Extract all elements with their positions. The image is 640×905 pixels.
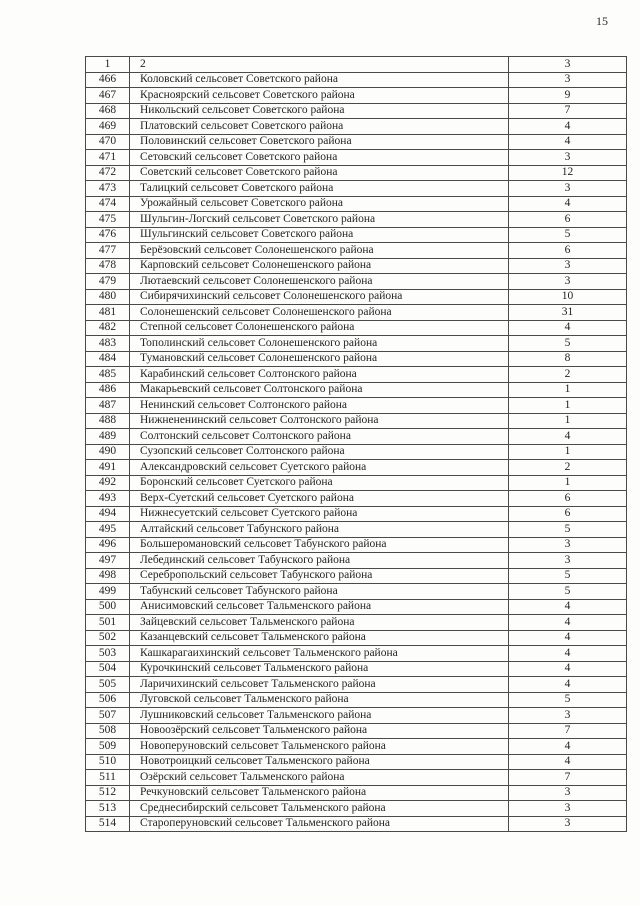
table-row [86,646,627,662]
settlement-name-cell: Нижнесуетский сельсовет Суетского района [130,506,509,522]
settlement-name-cell: Курочкинский сельсовет Тальменского района [130,661,509,677]
settlement-name-cell: Половинский сельсовет Советского района [130,134,509,150]
count-cell: 3 [509,537,627,553]
table-row [86,413,627,429]
row-number-cell: 495 [86,522,130,538]
settlement-name-cell: Табунский сельсовет Табунского района [130,584,509,600]
count-cell: 3 [509,181,627,197]
settlement-name-cell: Боронский сельсовет Суетского района [130,475,509,491]
table-row [86,491,627,507]
header-cell-col2: 2 [130,57,509,73]
table-row [86,88,627,104]
table-row [86,398,627,414]
table-row [86,305,627,321]
row-number-cell: 481 [86,305,130,321]
count-cell: 5 [509,336,627,352]
row-number-cell: 512 [86,785,130,801]
table-row [86,506,627,522]
settlement-name-cell: Степной сельсовет Солонешенского района [130,320,509,336]
settlement-name-cell: Серебропольский сельсовет Табунского района [130,568,509,584]
settlement-name-cell: Речкуновский сельсовет Тальменского района [130,785,509,801]
settlement-name-cell: Сетовский сельсовет Советского района [130,150,509,166]
count-cell: 4 [509,661,627,677]
table-row [86,258,627,274]
table-row [86,196,627,212]
settlement-name-cell: Красноярский сельсовет Советского района [130,88,509,104]
row-number-cell: 492 [86,475,130,491]
row-number-cell: 488 [86,413,130,429]
row-number-cell: 478 [86,258,130,274]
row-number-cell: 504 [86,661,130,677]
settlement-name-cell: Кашкарагаихинский сельсовет Тальменского района [130,646,509,662]
table-row [86,150,627,166]
table-row [86,320,627,336]
count-cell: 10 [509,289,627,305]
row-number-cell: 507 [86,708,130,724]
row-number-cell: 509 [86,739,130,755]
count-cell: 4 [509,754,627,770]
count-cell: 4 [509,119,627,135]
table-row [86,103,627,119]
row-number-cell: 493 [86,491,130,507]
settlement-name-cell: Луговской сельсовет Тальменского района [130,692,509,708]
settlement-name-cell: Солтонский сельсовет Солтонского района [130,429,509,445]
row-number-cell: 486 [86,382,130,398]
table-row [86,568,627,584]
count-cell: 3 [509,72,627,88]
row-number-cell: 472 [86,165,130,181]
row-number-cell: 511 [86,770,130,786]
table-row [86,522,627,538]
count-cell: 4 [509,630,627,646]
count-cell: 5 [509,584,627,600]
count-cell: 4 [509,615,627,631]
settlement-name-cell: Новотроицкий сельсовет Тальменского района [130,754,509,770]
row-number-cell: 485 [86,367,130,383]
row-number-cell: 502 [86,630,130,646]
table-row [86,677,627,693]
settlement-name-cell: Верх-Суетский сельсовет Суетского района [130,491,509,507]
count-cell: 12 [509,165,627,181]
count-cell: 4 [509,646,627,662]
count-cell: 7 [509,103,627,119]
row-number-cell: 473 [86,181,130,197]
count-cell: 3 [509,801,627,817]
table-row [86,708,627,724]
settlement-name-cell: Ларичихинский сельсовет Тальменского района [130,677,509,693]
table-row [86,723,627,739]
settlement-name-cell: Коловский сельсовет Советского района [130,72,509,88]
count-cell: 31 [509,305,627,321]
count-cell: 4 [509,739,627,755]
settlement-name-cell: Талицкий сельсовет Советского района [130,181,509,197]
table-row [86,475,627,491]
row-number-cell: 469 [86,119,130,135]
settlement-name-cell: Урожайный сельсовет Советского района [130,196,509,212]
table-row [86,351,627,367]
table-row [86,692,627,708]
table-row [86,615,627,631]
settlement-name-cell: Сибирячихинский сельсовет Солонешенского района [130,289,509,305]
table-row [86,367,627,383]
row-number-cell: 466 [86,72,130,88]
count-cell: 4 [509,429,627,445]
row-number-cell: 468 [86,103,130,119]
row-number-cell: 480 [86,289,130,305]
table-row [86,816,627,832]
settlement-name-cell: Никольский сельсовет Советского района [130,103,509,119]
row-number-cell: 490 [86,444,130,460]
row-number-cell: 496 [86,537,130,553]
count-cell: 6 [509,243,627,259]
count-cell: 1 [509,444,627,460]
settlement-name-cell: Сузопский сельсовет Солтонского района [130,444,509,460]
settlement-name-cell: Зайцевский сельсовет Тальменского района [130,615,509,631]
count-cell: 5 [509,692,627,708]
count-cell: 4 [509,196,627,212]
table-row [86,584,627,600]
table-row [86,739,627,755]
row-number-cell: 497 [86,553,130,569]
row-number-cell: 513 [86,801,130,817]
row-number-cell: 467 [86,88,130,104]
row-number-cell: 479 [86,274,130,290]
settlement-name-cell: Лушниковский сельсовет Тальменского района [130,708,509,724]
table-row [86,382,627,398]
row-number-cell: 508 [86,723,130,739]
settlement-name-cell: Карабинский сельсовет Солтонского района [130,367,509,383]
count-cell: 1 [509,475,627,491]
count-cell: 3 [509,258,627,274]
count-cell: 6 [509,212,627,228]
table-row [86,460,627,476]
count-cell: 5 [509,522,627,538]
table-row [86,289,627,305]
settlement-name-cell: Ненинский сельсовет Солтонского района [130,398,509,414]
count-cell: 5 [509,227,627,243]
settlement-name-cell: Советский сельсовет Советского района [130,165,509,181]
row-number-cell: 494 [86,506,130,522]
table-row [86,754,627,770]
row-number-cell: 510 [86,754,130,770]
row-number-cell: 483 [86,336,130,352]
row-number-cell: 475 [86,212,130,228]
table-row [86,212,627,228]
table-row [86,336,627,352]
settlement-name-cell: Алтайский сельсовет Табунского района [130,522,509,538]
table-row [86,537,627,553]
settlement-name-cell: Новоперуновский сельсовет Тальменского района [130,739,509,755]
table-row [86,181,627,197]
count-cell: 4 [509,599,627,615]
table-row [86,72,627,88]
row-number-cell: 498 [86,568,130,584]
header-cell-col3: 3 [509,57,627,73]
count-cell: 8 [509,351,627,367]
table-row [86,785,627,801]
table-row [86,165,627,181]
table-row [86,630,627,646]
count-cell: 3 [509,708,627,724]
table-row [86,134,627,150]
table-header [86,57,627,73]
header-cell-col1: 1 [86,57,130,73]
count-cell: 4 [509,320,627,336]
table-header-row [86,57,627,73]
table-row [86,429,627,445]
table-row [86,119,627,135]
table-row [86,553,627,569]
count-cell: 4 [509,677,627,693]
row-number-cell: 470 [86,134,130,150]
count-cell: 3 [509,553,627,569]
table-row [86,801,627,817]
settlements-table [85,56,627,832]
row-number-cell: 471 [86,150,130,166]
settlement-name-cell: Староперуновский сельсовет Тальменского района [130,816,509,832]
count-cell: 6 [509,491,627,507]
table-row [86,227,627,243]
table-row [86,661,627,677]
table-row [86,770,627,786]
row-number-cell: 500 [86,599,130,615]
count-cell: 3 [509,785,627,801]
row-number-cell: 499 [86,584,130,600]
count-cell: 9 [509,88,627,104]
row-number-cell: 476 [86,227,130,243]
settlement-name-cell: Казанцевский сельсовет Тальменского района [130,630,509,646]
row-number-cell: 482 [86,320,130,336]
settlement-name-cell: Озёрский сельсовет Тальменского района [130,770,509,786]
table-row [86,274,627,290]
row-number-cell: 477 [86,243,130,259]
page-number: 15 [596,14,608,28]
count-cell: 3 [509,150,627,166]
row-number-cell: 505 [86,677,130,693]
count-cell: 1 [509,382,627,398]
settlement-name-cell: Александровский сельсовет Суетского района [130,460,509,476]
table-body [86,72,627,832]
settlement-name-cell: Шульгин-Логский сельсовет Советского района [130,212,509,228]
count-cell: 3 [509,816,627,832]
settlement-name-cell: Новоозёрский сельсовет Тальменского района [130,723,509,739]
settlement-name-cell: Берёзовский сельсовет Солонешенского района [130,243,509,259]
settlement-name-cell: Большеромановский сельсовет Табунского района [130,537,509,553]
settlement-name-cell: Лебединский сельсовет Табунского района [130,553,509,569]
count-cell: 4 [509,134,627,150]
count-cell: 1 [509,413,627,429]
count-cell: 5 [509,568,627,584]
count-cell: 6 [509,506,627,522]
row-number-cell: 503 [86,646,130,662]
row-number-cell: 487 [86,398,130,414]
count-cell: 2 [509,460,627,476]
table-row [86,599,627,615]
settlement-name-cell: Тополинский сельсовет Солонешенского района [130,336,509,352]
settlement-name-cell: Макарьевский сельсовет Солтонского района [130,382,509,398]
row-number-cell: 501 [86,615,130,631]
row-number-cell: 514 [86,816,130,832]
settlement-name-cell: Платовский сельсовет Советского района [130,119,509,135]
settlement-name-cell: Нижнененинский сельсовет Солтонского района [130,413,509,429]
count-cell: 7 [509,723,627,739]
settlement-name-cell: Карповский сельсовет Солонешенского района [130,258,509,274]
settlement-name-cell: Анисимовский сельсовет Тальменского района [130,599,509,615]
settlement-name-cell: Тумановский сельсовет Солонешенского района [130,351,509,367]
count-cell: 7 [509,770,627,786]
row-number-cell: 489 [86,429,130,445]
settlement-name-cell: Солонешенский сельсовет Солонешенского района [130,305,509,321]
row-number-cell: 506 [86,692,130,708]
row-number-cell: 491 [86,460,130,476]
settlement-name-cell: Лютаевский сельсовет Солонешенского района [130,274,509,290]
count-cell: 1 [509,398,627,414]
settlement-name-cell: Шульгинский сельсовет Советского района [130,227,509,243]
row-number-cell: 474 [86,196,130,212]
table-row [86,243,627,259]
table-row [86,444,627,460]
settlement-name-cell: Среднесибирский сельсовет Тальменского района [130,801,509,817]
row-number-cell: 484 [86,351,130,367]
count-cell: 3 [509,274,627,290]
count-cell: 2 [509,367,627,383]
